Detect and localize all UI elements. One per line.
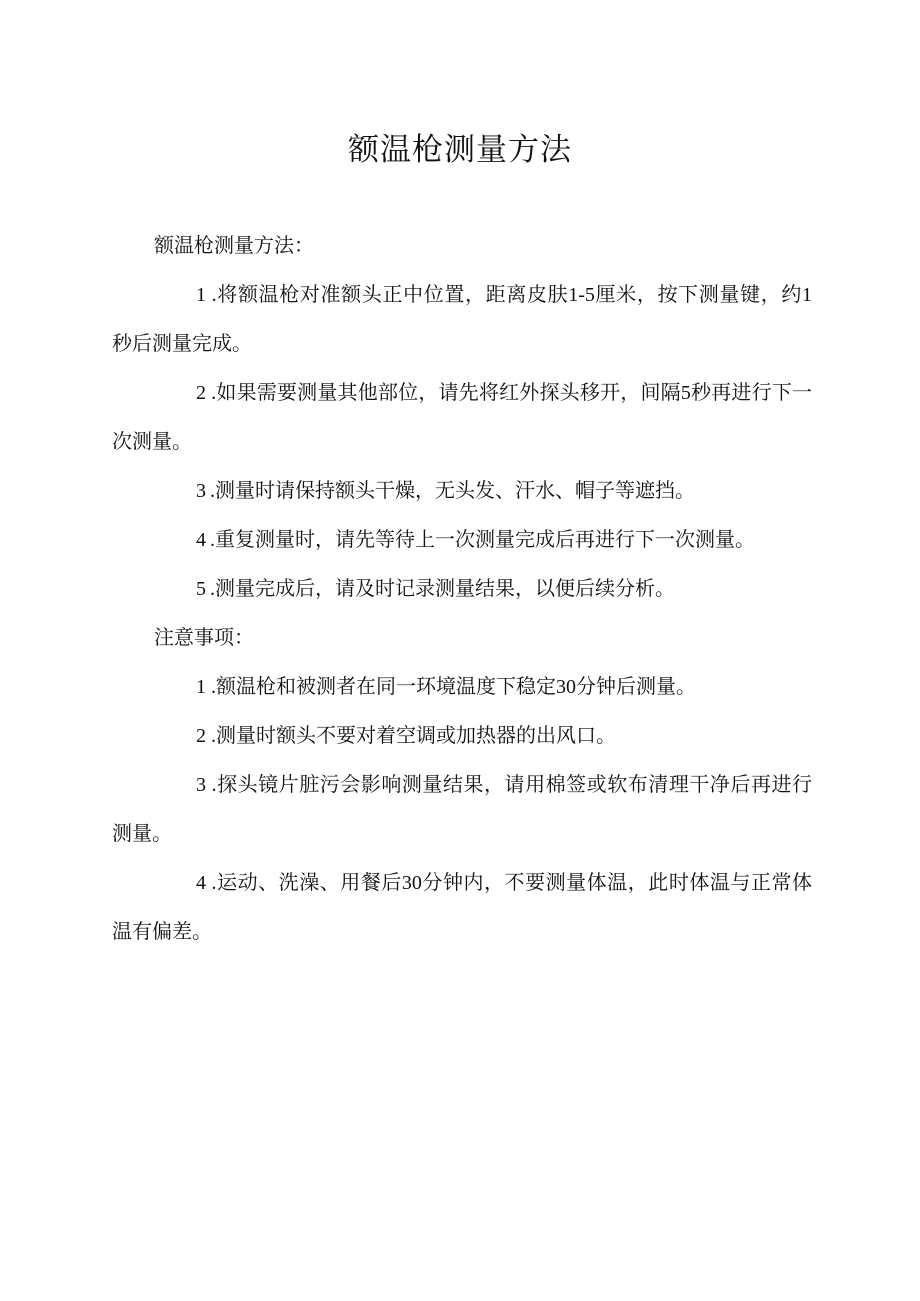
step-number: 3 <box>196 480 206 502</box>
step-number: 2 <box>196 382 206 404</box>
step-number: 1 <box>196 284 206 306</box>
note-separator: . <box>206 872 217 894</box>
step-text: 将额温枪对准额头正中位置，距离皮肤1-5厘米，按下测量键，约1秒后测量完成。 <box>112 284 812 355</box>
note-item-1 <box>112 663 812 712</box>
note-separator: . <box>206 774 217 796</box>
step-separator: . <box>206 382 217 404</box>
document-body <box>112 222 812 957</box>
step-separator: . <box>210 578 215 600</box>
note-separator: . <box>206 725 216 747</box>
step-item-4 <box>112 516 812 565</box>
note-number: 3 <box>196 774 206 796</box>
step-text: 测量完成后，请及时记录测量结果，以便后续分析。 <box>215 578 675 600</box>
step-item-2 <box>112 369 812 467</box>
note-item-3 <box>112 761 812 859</box>
note-text: 测量时额头不要对着空调或加热器的出风口。 <box>216 725 616 747</box>
step-item-5 <box>112 565 812 614</box>
step-separator: . <box>210 480 215 502</box>
step-number: 5 <box>196 578 206 600</box>
step-text: 测量时请保持额头干燥，无头发、汗水、帽子等遮挡。 <box>215 480 695 502</box>
step-item-3 <box>112 467 812 516</box>
note-number: 1 <box>196 676 206 698</box>
intro-heading: 额温枪测量方法： <box>154 235 314 257</box>
note-item-2 <box>112 712 812 761</box>
note-text: 探头镜片脏污会影响测量结果，请用棉签或软布清理干净后再进行测量。 <box>112 774 813 845</box>
note-text: 运动、洗澡、用餐后30分钟内，不要测量体温，此时体温与正常体温有偏差。 <box>112 872 813 943</box>
note-number: 2 <box>196 725 206 747</box>
step-separator: . <box>210 529 215 551</box>
note-number: 4 <box>196 872 206 894</box>
notes-heading: 注意事项： <box>154 627 254 649</box>
step-separator: . <box>206 284 217 306</box>
document-title: 额温枪测量方法 <box>348 132 572 168</box>
step-number: 4 <box>196 529 206 551</box>
note-text: 额温枪和被测者在同一环境温度下稳定30分钟后测量。 <box>216 676 696 698</box>
note-separator: . <box>206 676 216 698</box>
step-item-1 <box>112 271 812 369</box>
note-item-4 <box>112 859 812 957</box>
step-text: 如果需要测量其他部位，请先将红外探头移开，间隔5秒再进行下一次测量。 <box>112 382 813 453</box>
step-text: 重复测量时，请先等待上一次测量完成后再进行下一次测量。 <box>215 529 755 551</box>
